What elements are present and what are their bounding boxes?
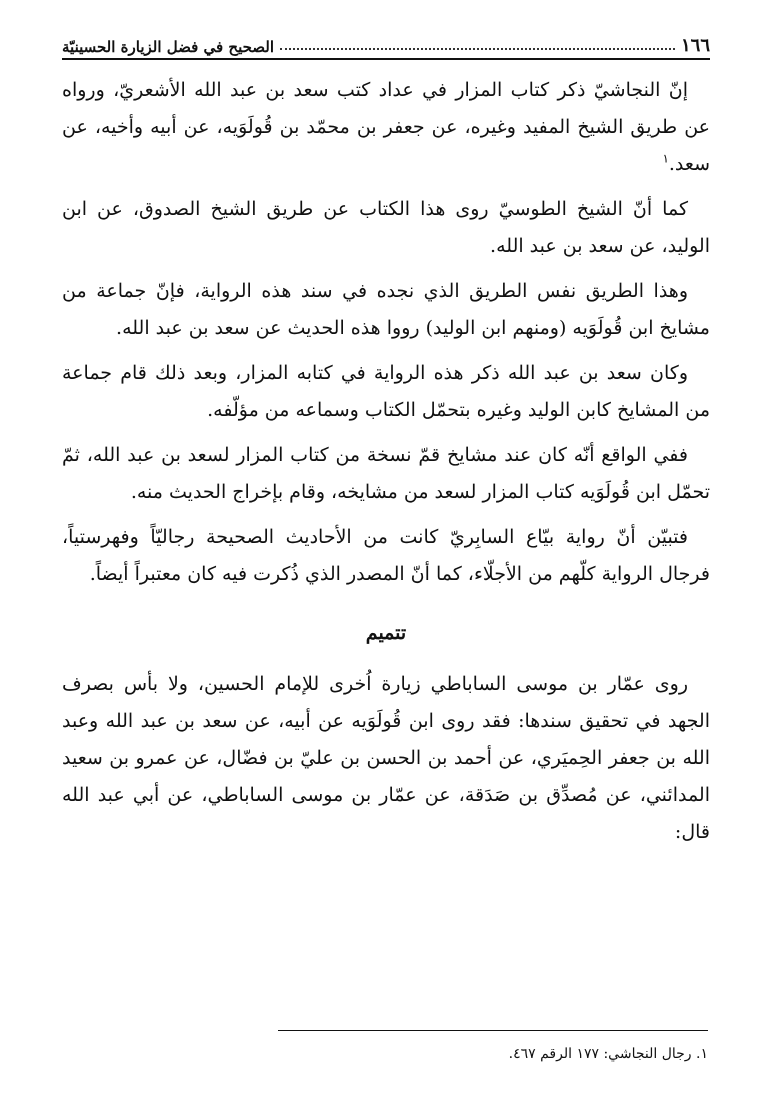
paragraph-text: كما أنّ الشيخ الطوسيّ روى هذا الكتاب عن طريق الشيخ الصدوق، عن ابن الوليد، عن سعد بن عبد الله. (62, 198, 710, 257)
body-text (62, 72, 710, 859)
paragraph-4 (62, 355, 710, 429)
footnote-ref: ١ (662, 151, 669, 166)
paragraph-3 (62, 273, 710, 347)
paragraph-1 (62, 72, 710, 183)
running-title: الصحيح في فضل الزيارة الحسينيّة (62, 38, 275, 56)
paragraph-5 (62, 437, 710, 511)
paragraph-text: روى عمّار بن موسى الساباطي زيارة اُخرى للإمام الحسين، ولا بأس بصرف الجهد في تحقيق سندها: فقد روى ابن قُولَوَيه عن أبيه، عن سعد بن عبد الله وعبد الله بن جعفر الحِميَري، عن أحمد بن الحسن بن عليّ بن فضّال، عن عمرو بن سعيد المدائني، عن مُصدِّق بن صَدَقة، عن عمّار بن موسى الساباطي، عن أبي عبد الله قال: (62, 673, 710, 843)
page-number: ١٦٦ (680, 35, 710, 56)
running-header (62, 30, 710, 60)
paragraph-text: وهذا الطريق نفس الطريق الذي نجده في سند هذه الرواية، فإنّ جماعة من مشايخ ابن قُولَوَيه (ومنهم ابن الوليد) رووا هذه الحديث عن سعد بن عبد الله. (62, 280, 710, 339)
footnote-divider (278, 1030, 708, 1031)
paragraph-text: إنّ النجاشيّ ذكر كتاب المزار في عداد كتب سعد بن عبد الله الأشعريّ، ورواه عن طريق الشيخ المفيد وغيره، عن جعفر بن محمّد بن قُولَوَيه، عن أبيه وأخيه، عن سعد. (62, 79, 710, 175)
paragraph-text: فتبيّن أنّ رواية بيّاع السابِريّ كانت من الأحاديث الصحيحة رجاليّاً وفهرستياً، فرجال الرواية كلّهم من الأجلّاء، كما أنّ المصدر الذي ذُكرت فيه كان معتبراً أيضاً. (62, 526, 710, 585)
paragraph-2 (62, 191, 710, 265)
section-title: تتميم (365, 622, 407, 644)
paragraph-text: وكان سعد بن عبد الله ذكر هذه الرواية في كتابه المزار، وبعد ذلك قام جماعة من المشايخ كابن الوليد وغيره بتحمّل الكتاب وسماعه من مؤلّفه. (62, 362, 710, 421)
section-paragraph-1 (62, 666, 710, 851)
header-leader-dots (280, 48, 675, 50)
paragraph-6 (62, 519, 710, 593)
paragraph-text: ففي الواقع أنّه كان عند مشايخ قمّ نسخة من كتاب المزار لسعد بن عبد الله، ثمّ تحمّل ابن قُولَوَيه كتاب المزار لسعد من مشايخه، وقام بإخراج الحديث منه. (62, 444, 710, 503)
footnote-1: ١. رجال النجاشي: ١٧٧ الرقم ٤٦٧. (508, 1046, 708, 1062)
